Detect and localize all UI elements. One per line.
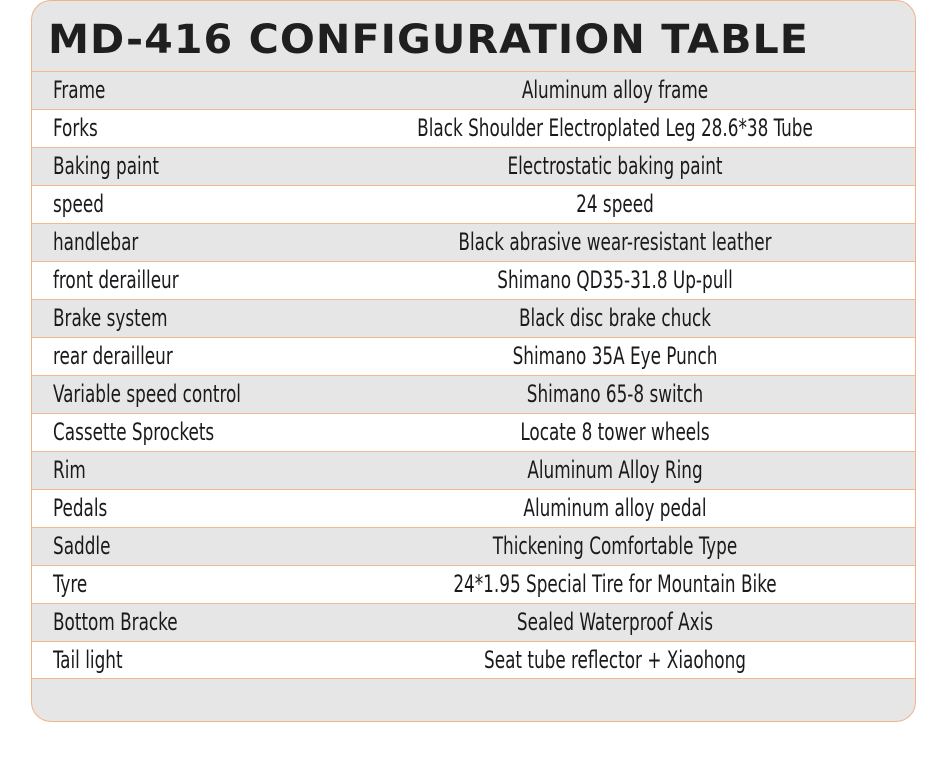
row-value: Sealed Waterproof Axis xyxy=(516,608,714,636)
table-row xyxy=(32,261,915,299)
page-title: MD-416 CONFIGURATION TABLE xyxy=(48,17,809,63)
row-label: Tail light xyxy=(53,646,123,674)
row-label: Forks xyxy=(53,114,98,142)
row-value: Locate 8 tower wheels xyxy=(520,418,710,446)
table-row xyxy=(32,147,915,185)
row-label: Tyre xyxy=(53,570,88,598)
row-value: Aluminum alloy frame xyxy=(521,76,709,104)
table-row xyxy=(32,223,915,261)
row-value: 24*1.95 Special Tire for Mountain Bike xyxy=(453,570,777,598)
row-value: Aluminum Alloy Ring xyxy=(527,456,703,484)
row-label: Frame xyxy=(53,76,106,104)
row-value: Electrostatic baking paint xyxy=(507,152,723,180)
row-label: handlebar xyxy=(53,228,139,256)
row-value: Shimano QD35-31.8 Up-pull xyxy=(497,266,733,294)
row-value: Shimano 35A Eye Punch xyxy=(512,342,718,370)
table-row xyxy=(32,413,915,451)
table-row xyxy=(32,299,915,337)
row-label: Cassette Sprockets xyxy=(53,418,215,446)
table-row xyxy=(32,109,915,147)
table-row xyxy=(32,565,915,603)
table-row xyxy=(32,527,915,565)
row-label: Bottom Bracke xyxy=(53,608,178,636)
row-label: Variable speed control xyxy=(53,380,241,408)
table-row xyxy=(32,641,915,679)
row-label: Baking paint xyxy=(53,152,159,180)
row-value: Aluminum alloy pedal xyxy=(523,494,707,522)
configuration-table xyxy=(32,71,915,679)
row-value: Black Shoulder Electroplated Leg 28.6*38 Tube xyxy=(417,114,813,142)
table-row xyxy=(32,451,915,489)
table-row xyxy=(32,337,915,375)
row-label: rear derailleur xyxy=(53,342,173,370)
row-value: Black disc brake chuck xyxy=(518,304,712,332)
row-label: Rim xyxy=(53,456,86,484)
row-label: speed xyxy=(53,190,104,218)
row-label: Saddle xyxy=(53,532,111,560)
table-row xyxy=(32,185,915,223)
row-label: front derailleur xyxy=(53,266,179,294)
table-row xyxy=(32,603,915,641)
table-row xyxy=(32,489,915,527)
table-row xyxy=(32,71,915,109)
configuration-card xyxy=(31,0,916,722)
row-label: Brake system xyxy=(53,304,168,332)
row-value: Thickening Comfortable Type xyxy=(492,532,738,560)
row-label: Pedals xyxy=(53,494,108,522)
row-value: Black abrasive wear-resistant leather xyxy=(458,228,772,256)
row-value: Shimano 65-8 switch xyxy=(526,380,704,408)
row-value: 24 speed xyxy=(576,190,654,218)
row-value: Seat tube reflector + Xiaohong xyxy=(484,646,746,674)
table-row xyxy=(32,375,915,413)
